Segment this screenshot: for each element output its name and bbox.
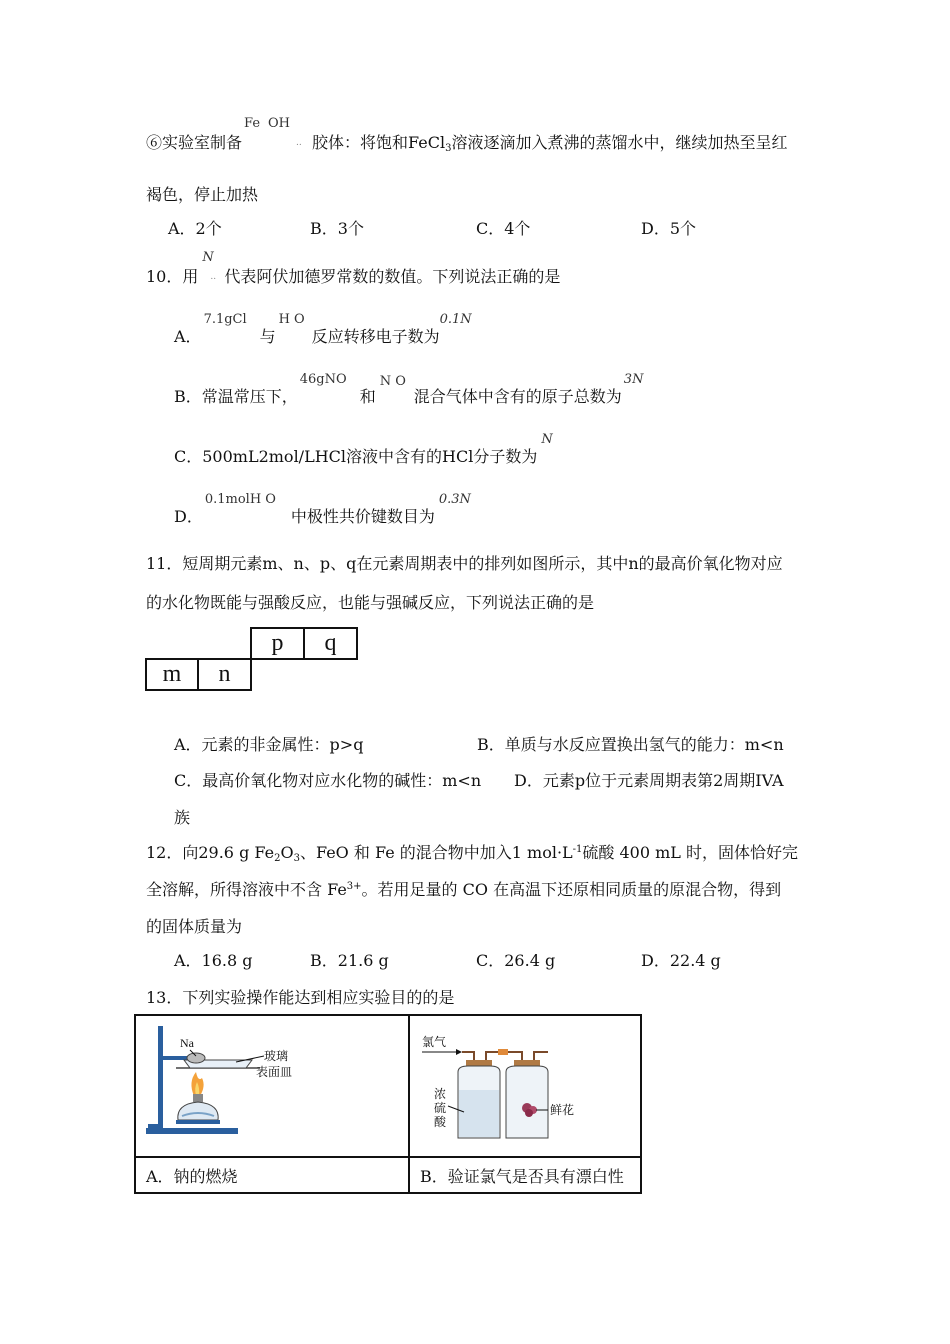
chlorine-label: 氯气 [422,1035,447,1049]
q12-line2: 全溶解，所得溶液中不含 $Fe^{3+}$。若用足量的 CO 在高温下还原相同质量的原混合物，得到 [146,880,782,899]
q9-option-d: D．5个 [641,219,697,238]
q10-option-a: A． 7.1gCl 与 H O 反应转移电子数为 0.1N [174,312,472,346]
q9-item6-pre: ⑥实验室制备 [146,133,243,152]
q9-item6-line2: 褐色，停止加热 [146,185,259,204]
chlorine-bleaching-apparatus [410,1016,640,1152]
q10-option-b: B．常温常压下， 46gNO 和 N O 混合气体中含有的原子总数为 3N [174,372,644,406]
cell-p: p [250,627,305,660]
cell-n: n [197,658,252,691]
q10-option-c: C．500mL2mol/LHCl溶液中含有的HCl分子数为 N [174,432,553,466]
q13-experiment-table [134,1014,642,1194]
flower-label: 鲜花 [550,1103,575,1117]
conc-label: 浓 [434,1087,447,1101]
q9-option-c: C．4个 [476,219,531,238]
fe-oh-formula: Fe OH .. [244,116,302,148]
q11-stem-line1: 11．短周期元素m、n、p、q在元素周期表中的排列如图所示，其中n的最高价氧化物对应 [146,554,783,573]
caption-a: A．钠的燃烧 [135,1157,409,1193]
q9-item6-line1: ⑥实验室制备 Fe OH .. 胶体：将饱和FeCl$_3$溶液逐滴加入煮沸的蒸馏水中，继续加热至呈红 [146,116,788,154]
q12-option-a: A．16.8 g [174,951,253,970]
watch-glass-label: 表面皿 [256,1065,293,1079]
q9-option-b: B．3个 [310,219,364,238]
q12-option-b: B．21.6 g [310,951,389,970]
q11-option-a: A．元素的非金属性：p>q [174,735,364,754]
q12-option-d: D．22.4 g [641,951,721,970]
cell-m: m [145,658,199,691]
na-symbol: N [202,250,214,265]
caption-b: B．验证氯气是否具有漂白性 [409,1157,641,1193]
q9-option-a: A．2个 [168,219,222,238]
q12-line3: 的固体质量为 [146,917,243,936]
q13-stem: 13．下列实验操作能达到相应实验目的的是 [146,988,455,1007]
experiment-image-a [135,1015,409,1157]
q11-option-c: C．最高价氧化物对应水化物的碱性：m<n [174,771,482,790]
q12-line1: 12．向29.6 g $Fe_2O_3$、FeO 和 Fe 的混合物中加入1 $mol\cdot L^{-1}$硫酸 400 mL 时，固体恰好完 [146,843,799,864]
q10-option-d: D． 0.1molH O 中极性共价键数目为 0.3N [174,492,471,526]
q11-option-b: B．单质与水反应置换出氢气的能力：m<n [477,735,784,754]
q11-option-d-cont: 族 [174,808,191,827]
experiment-image-b [409,1015,641,1157]
q11-stem-line2: 的水化物既能与强酸反应，也能与强碱反应，下列说法正确的是 [146,593,595,612]
q10-stem: 10．用 N .. 代表阿伏加德罗常数的数值。下列说法正确的是 [146,250,561,286]
sulfuric-label: 硫 [434,1101,447,1115]
q12-option-c: C．26.4 g [476,951,556,970]
acid-label: 酸 [434,1115,447,1129]
na-label: Na [180,1036,194,1050]
cell-q: q [303,627,358,660]
glass-label: 玻璃 [264,1049,289,1063]
sodium-burning-apparatus [136,1016,408,1152]
q11-option-d: D．元素p位于元素周期表第2周期IVA [514,771,784,790]
